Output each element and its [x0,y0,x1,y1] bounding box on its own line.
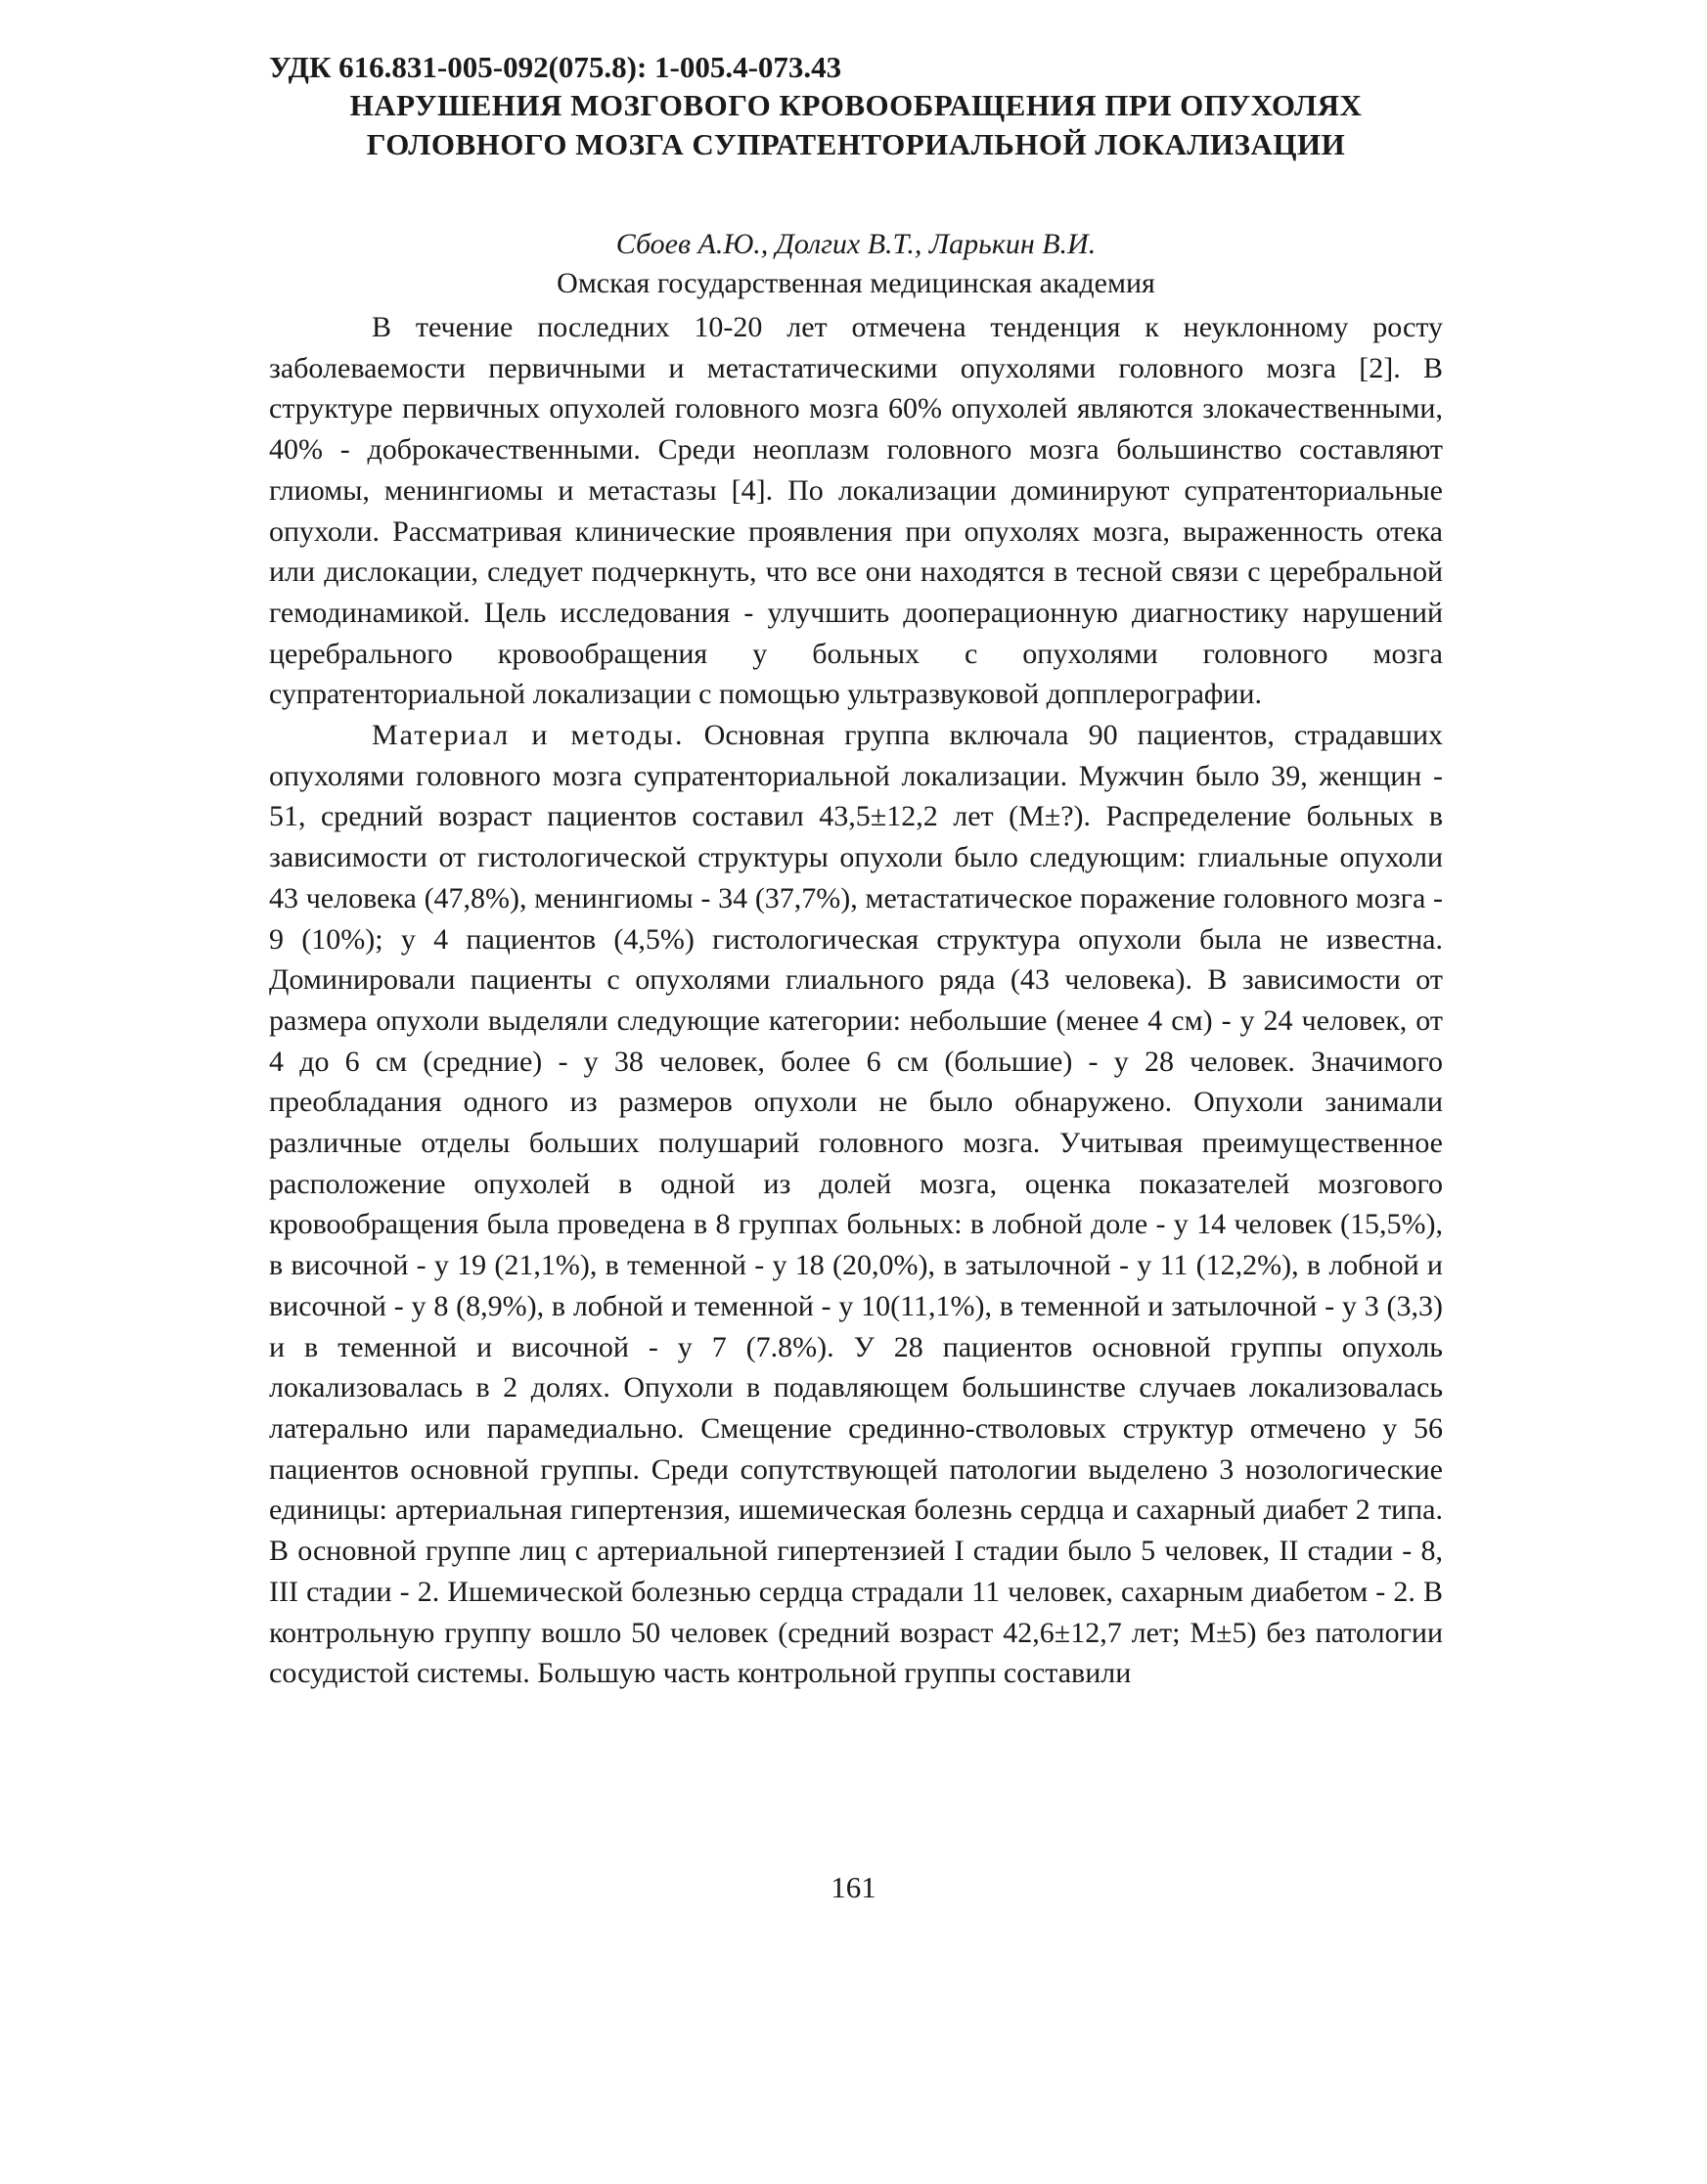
page-number: 161 [831,1870,876,1904]
affiliation: Омская государственная медицинская академия [557,267,1155,299]
udc-code: УДК 616.831-005-092(075.8): 1-005.4-073.43 [269,50,842,84]
paragraph-introduction: В течение последних 10-20 лет отмечена тенденция к неуклонному росту заболеваемости первичными и метастатическими опухолями головного мозга [2]. В структуре первичных опухолей головного мозга 60% опухолей являются злокачественными, 40% - доброкачественными. Среди неоплазм головного мозга большинство составляют глиомы, менингиомы и метастазы [4]. По локализации доминируют супратенториальные опухоли. Рассматривая клинические проявления при опухолях мозга, выраженность отека или дислокации, следует подчеркнуть, что все они находятся в тесной связи с церебральной гемодинамикой. Цель исследования - улучшить дооперационную диагностику нарушений церебрального кровообращения у больных с опухолями головного мозга супратенториальной локализации с помощью ультразвуковой допплерографии. [269,311,1443,711]
article-body [269,307,1443,1694]
article [269,49,1443,1694]
paragraph-methods [269,715,1443,1694]
authors: Сбоев А.Ю., Долгих В.Т., Ларькин В.И. [615,228,1097,260]
article-title-line-2: ГОЛОВНОГО МОЗГА СУПРАТЕНТОРИАЛЬНОЙ ЛОКАЛИЗАЦИИ [366,127,1346,161]
paragraph-methods-text: Основная группа включала 90 пациентов, страдавших опухолями головного мозга супратенториальной локализации. Мужчин было 39, женщин - 51, средний возраст пациентов составил 43,5±12,2 лет (М±?). Распределение больных в зависимости от гистологической структуры опухоли было следующим: глиальные опухоли 43 человека (47,8%), менингиомы - 34 (37,7%), метастатическое поражение головного мозга - 9 (10%); у 4 пациентов (4,5%) гистологическая структура опухоли была не известна. Доминировали пациенты с опухолями глиального ряда (43 человека). В зависимости от размера опухоли выделяли следующие категории: небольшие (менее 4 см) - у 24 человек, от 4 до 6 см (средние) - у 38 человек, более 6 см (большие) - у 28 человек. Значимого преобладания одного из размеров опухоли не было обнаружено. Опухоли занимали различные отделы больших полушарий головного мозга. Учитывая преимущественное расположение опухолей в одной из долей мозга, оценка показателей мозгового кровообращения была проведена в 8 группах больных: в лобной доле - у 14 человек (15,5%), в височной - у 19 (21,1%), в теменной - у 18 (20,0%), в затылочной - у 11 (12,2%), в лобной и височной - у 8 (8,9%), в лобной и теменной - у 10(11,1%), в теменной и затылочной - у 3 (3,3) и в теменной и височной - у 7 (7.8%). У 28 пациентов основной группы опухоль локализовалась в 2 долях. Опухоли в подавляющем большинстве случаев локализовалась латерально или парамедиально. Смещение срединно-стволовых структур отмечено у 56 пациентов основной группы. Среди сопутствующей патологии выделено 3 нозологические единицы: артериальная гипертензия, ишемическая болезнь сердца и сахарный диабет 2 типа. В основной группе лиц с артериальной гипертензией I стадии было 5 человек, II стадии - 8, III стадии - 2. Ишемической болезнью сердца страдали 11 человек, сахарным диабетом - 2. В контрольную группу вошло 50 человек (средний возраст 42,6±12,7 лет; М±5) без патологии сосудистой системы. Большую часть контрольной группы составили [269,719,1443,1690]
section-label-methods: Материал и методы. [372,719,685,752]
article-title-line-1: НАРУШЕНИЯ МОЗГОВОГО КРОВООБРАЩЕНИЯ ПРИ ОПУХОЛЯХ [349,88,1363,122]
